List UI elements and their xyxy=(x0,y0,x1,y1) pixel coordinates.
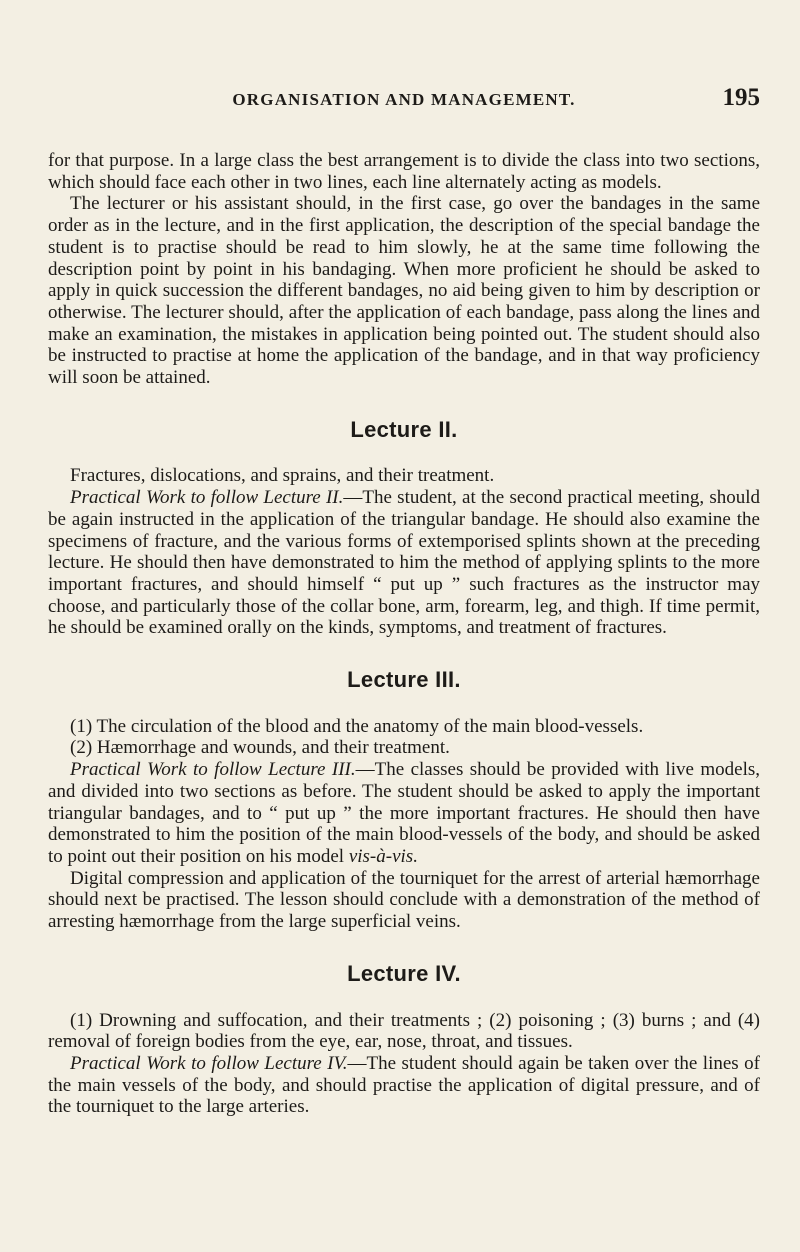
lecture-4-practical-text: —The student should again be taken over the lines of the main vessels of the body, and should practise the application of digital pressure, and of the tourniquet to the large arteries. xyxy=(48,1052,760,1118)
lecture-2-practical-title: Practical Work to follow Lecture II. xyxy=(70,487,344,509)
page-number: 195 xyxy=(722,84,760,111)
running-head xyxy=(48,84,760,120)
intro-paragraph-2: The lecturer or his assistant should, in the first case, go over the bandages in the same order as in the lecture, and in the first application, the description of the special bandage the student is to practise should be read to him slowly, he at the same time following the description point by point in his bandaging. When more proficient he should be asked to apply in quick succession the different bandages, no aid being given to him by description or otherwise. The lecturer should, after the application of each bandage, pass along the lines and make an examination, the mistakes in application being pointed out. The student should also be instructed to practise at home the application of the bandage, and in that way proficiency will soon be attained. xyxy=(48,193,760,389)
lecture-2-topics: Fractures, dislocations, and sprains, and their treatment. xyxy=(70,465,495,487)
lecture-2-practical-text: —The student, at the second practical meeting, should be again instructed in the application of the triangular bandage. He should also examine the specimens of fracture, and the various forms of extemporised splints shown at the preceding lecture. He should then have demonstrated to him the method of applying splints to the more important fractures, and should himself “ put up ” such fractures as the instructor may choose, and particularly those of the collar bone, arm, forearm, leg, and thigh. If time permit, he should be examined orally on the kinds, symptoms, and treatment of fractures. xyxy=(48,487,761,639)
lecture-4-practical-title: Practical Work to follow Lecture IV. xyxy=(70,1052,348,1074)
lecture-3-practical-title: Practical Work to follow Lecture III. xyxy=(70,759,356,781)
lecture-3-topic-2: (2) Hæmorrhage and wounds, and their treatment. xyxy=(70,737,450,759)
book-page xyxy=(48,0,760,1252)
lecture-3-vis-a-vis: vis-à-vis. xyxy=(348,845,418,867)
lecture-2-heading: Lecture II. xyxy=(350,416,458,442)
lecture-4-practical xyxy=(48,1053,760,1118)
intro-paragraph-1: for that purpose. In a large class the best arrangement is to divide the class into two sections, which should face each other in two lines, each line alternately acting as models. xyxy=(48,150,760,193)
lecture-3-practical-text: —The classes should be provided with live models, and divided into two sections as before. The student should be asked to apply the important triangular bandages, and to “ put up ” the more important fractures. He should then have demonstrated to him the position of the main blood-vessels of the body, and should be asked to point out their position on his model xyxy=(48,759,760,867)
lecture-3-heading: Lecture III. xyxy=(347,667,461,693)
lecture-3-practical xyxy=(48,759,760,868)
lecture-3-topic-1: (1) The circulation of the blood and the anatomy of the main blood-vessels. xyxy=(70,715,644,737)
running-title: ORGANISATION AND MANAGEMENT. xyxy=(232,90,576,109)
body-text xyxy=(48,150,760,1118)
lecture-2-practical xyxy=(48,487,760,639)
lecture-3-digital-compression: Digital compression and application of the tourniquet for the arrest of arterial hæmorrhage should next be practised. The lesson should conclude with a demonstration of the method of arresting hæmorrhage from the large superficial veins. xyxy=(48,867,760,933)
lecture-4-heading: Lecture IV. xyxy=(347,960,461,986)
lecture-4-topics: (1) Drowning and suffocation, and their treatments ; (2) poisoning ; (3) burns ; and (4) removal of foreign bodies from the eye, ear, nose, throat, and tissues. xyxy=(48,1009,760,1053)
